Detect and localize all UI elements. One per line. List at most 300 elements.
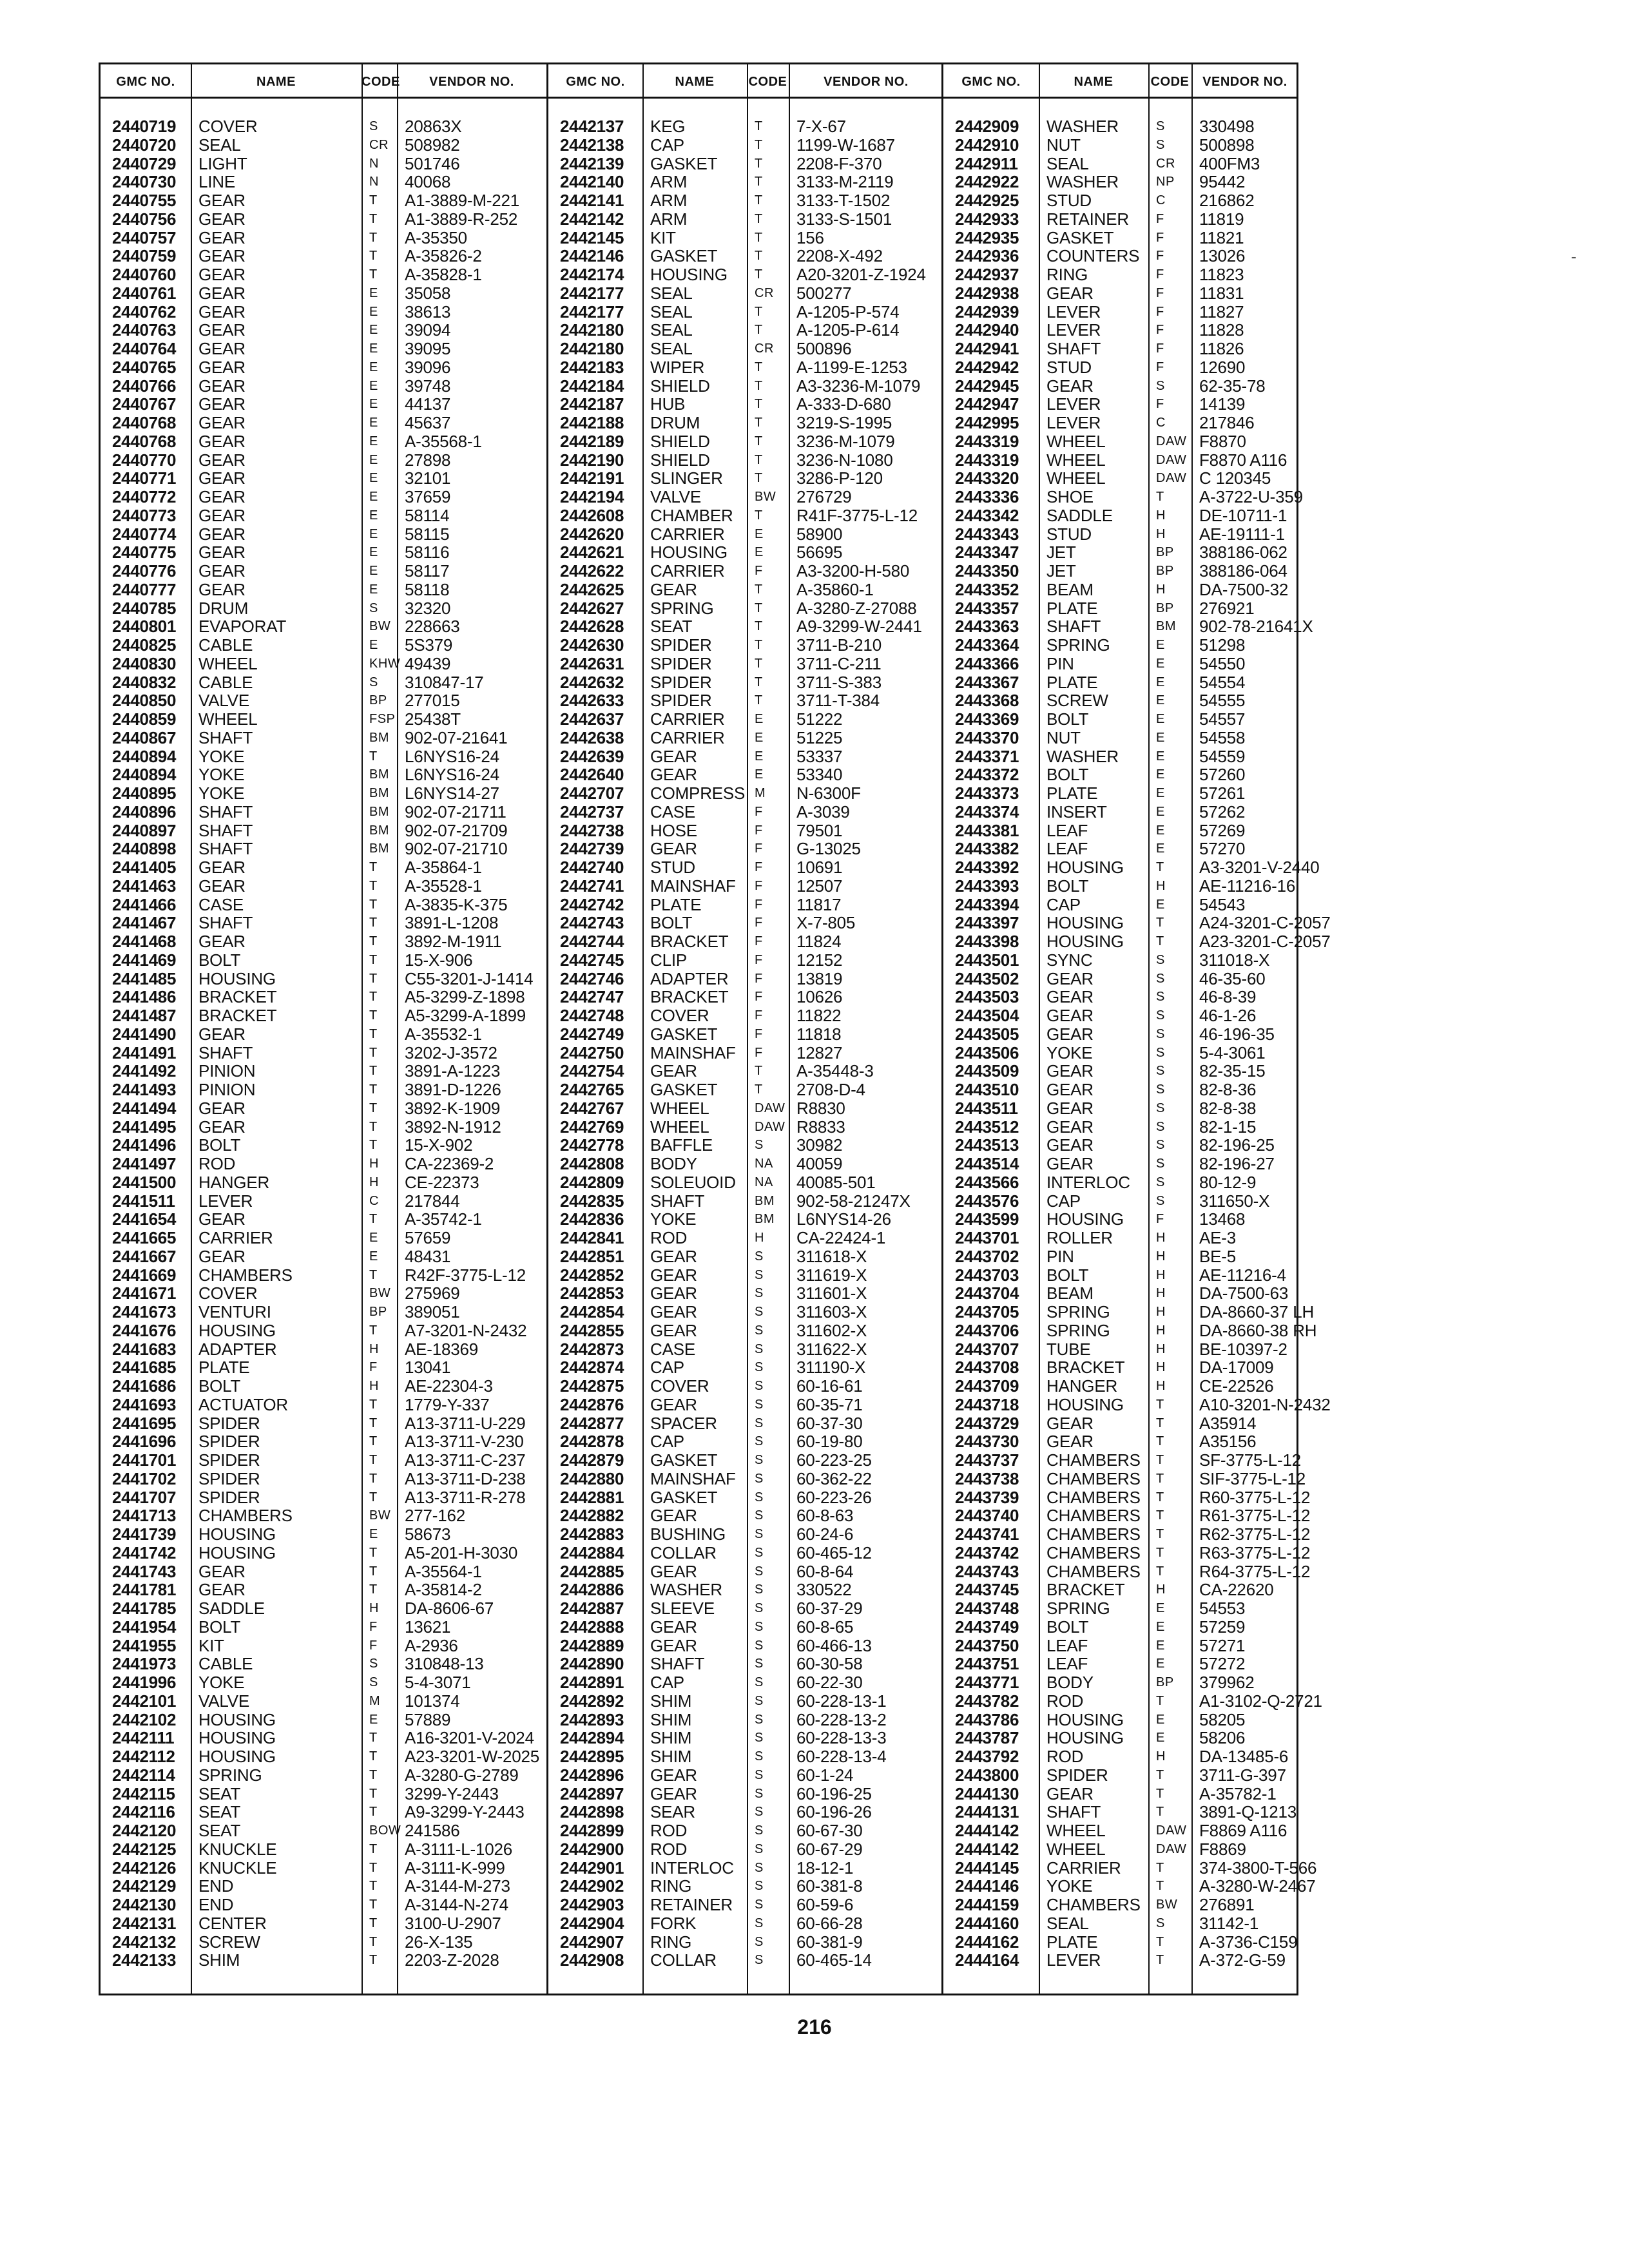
cell-vendor: N-6300F (796, 783, 861, 803)
table-row (943, 1302, 1315, 1321)
cell-vendor: 18-12-1 (796, 1858, 854, 1878)
cell-gmc: 2440720 (112, 135, 177, 155)
cell-name: YOKE (1046, 1876, 1093, 1896)
cell-vendor: 13468 (1199, 1209, 1246, 1229)
cell-code: S (755, 1601, 764, 1615)
cell-name: LEVER (1046, 1950, 1101, 1970)
cell-gmc: 2440894 (112, 765, 177, 785)
cell-gmc: 2442140 (560, 172, 624, 192)
cell-name: SPACER (650, 1413, 717, 1433)
cell-code: NP (1156, 175, 1175, 189)
cell-vendor: 32101 (405, 468, 451, 488)
table-row (943, 691, 1296, 710)
cell-code: T (1156, 1508, 1164, 1523)
cell-name: BOLT (650, 913, 693, 933)
cell-gmc: 2442894 (560, 1728, 624, 1748)
cell-vendor: 11826 (1199, 339, 1244, 358)
cell-code: E (1156, 730, 1165, 745)
cell-vendor: A10-3201-N-2432 (1199, 1394, 1331, 1414)
cell-name: STUD (1046, 357, 1092, 377)
table-row (101, 1525, 546, 1544)
cell-vendor: 7-X-67 (796, 117, 846, 136)
cell-name: SEAL (650, 302, 693, 322)
cell-code: E (1156, 656, 1165, 671)
cell-vendor: 26-X-135 (405, 1932, 473, 1952)
cell-gmc: 2442896 (560, 1765, 624, 1785)
cell-gmc: 2441973 (112, 1654, 177, 1674)
cell-vendor: 53340 (796, 765, 843, 785)
cell-vendor: A35156 (1199, 1432, 1257, 1452)
table-row (548, 1396, 941, 1414)
table-row (101, 1544, 546, 1562)
cell-name: SPIDER (650, 653, 712, 673)
table-row (943, 747, 1296, 766)
cell-code: BW (369, 1286, 391, 1301)
cell-vendor: A13-3711-D-238 (405, 1468, 526, 1488)
cell-code: BM (369, 786, 389, 800)
table-row (101, 265, 546, 284)
cell-vendor: A-3144-M-273 (405, 1876, 510, 1896)
cell-code: F (755, 823, 763, 838)
cell-name: GEAR (198, 561, 246, 581)
cell-vendor: A23-3201-W-2025 (405, 1747, 539, 1766)
cell-name: HANGER (1046, 1376, 1118, 1396)
cell-name: STUD (1046, 524, 1092, 544)
cell-code: E (369, 378, 378, 393)
cell-gmc: 2440867 (112, 727, 177, 747)
cell-gmc: 2441673 (112, 1302, 177, 1321)
cell-name: SEAL (650, 339, 693, 358)
cell-gmc: 2443501 (955, 950, 1019, 970)
cell-gmc: 2442112 (112, 1747, 175, 1766)
cell-gmc: 2440776 (112, 561, 177, 581)
cell-name: ARM (650, 191, 688, 210)
table-row (548, 488, 941, 506)
cell-vendor: 5-4-3061 (1199, 1043, 1266, 1062)
cell-vendor: 60-228-13-3 (796, 1728, 887, 1748)
table-row (548, 1637, 941, 1655)
cell-gmc: 2441696 (112, 1432, 177, 1452)
cell-name: GEAR (198, 1561, 246, 1581)
table-row (548, 1544, 941, 1562)
cell-vendor: A-3039 (796, 802, 850, 822)
cell-vendor: 54554 (1199, 672, 1246, 692)
cell-code: S (1156, 952, 1165, 967)
cell-vendor: A-372-G-59 (1199, 1950, 1286, 1970)
header-code: CODE (361, 75, 400, 89)
cell-name: MAINSHAF (650, 1043, 736, 1062)
cell-gmc: 2443748 (955, 1599, 1019, 1618)
table-row (943, 136, 1296, 155)
cell-gmc: 2442878 (560, 1432, 624, 1452)
cell-vendor: 3299-Y-2443 (405, 1783, 499, 1803)
cell-gmc: 2442139 (560, 153, 624, 173)
cell-code: T (1156, 1416, 1164, 1430)
cell-gmc: 2442875 (560, 1376, 624, 1396)
cell-vendor: 39096 (405, 357, 451, 377)
table-row (943, 729, 1296, 747)
cell-name: SEAL (1046, 1913, 1089, 1933)
cell-code: T (1156, 860, 1164, 874)
cell-vendor: A13-3711-U-229 (405, 1413, 526, 1433)
cell-code: E (369, 1231, 378, 1245)
cell-vendor: 10626 (796, 987, 843, 1007)
cell-name: BRACKET (1046, 1580, 1125, 1600)
table-row (943, 1747, 1296, 1766)
cell-name: HOUSING (198, 968, 276, 988)
cell-gmc: 2443394 (955, 894, 1019, 914)
cell-code: S (755, 1545, 764, 1560)
cell-vendor: 60-465-14 (796, 1950, 872, 1970)
cell-code: BP (1156, 1675, 1174, 1689)
cell-name: LIGHT (198, 153, 247, 173)
cell-name: GEAR (198, 265, 246, 284)
cell-gmc: 2443336 (955, 487, 1019, 506)
header-name: NAME (675, 75, 715, 89)
cell-name: GASKET (650, 1024, 718, 1044)
cell-name: RING (650, 1876, 692, 1896)
cell-code: T (755, 638, 763, 652)
cell-code: T (755, 323, 763, 338)
cell-gmc: 2442180 (560, 339, 624, 358)
cell-vendor: 60-223-26 (796, 1487, 872, 1507)
cell-name: GEAR (650, 1783, 697, 1803)
cell-gmc: 2443397 (955, 913, 1019, 933)
table-row (101, 1562, 546, 1581)
table-row (101, 1655, 546, 1673)
cell-gmc: 2440894 (112, 746, 177, 766)
cell-vendor: 27898 (405, 450, 451, 470)
cell-vendor: 11818 (796, 1024, 842, 1044)
table-row (548, 358, 941, 377)
cell-vendor: DA-8660-37 LH (1199, 1302, 1315, 1321)
cell-name: PLATE (650, 894, 702, 914)
cell-vendor: DE-10711-1 (1199, 505, 1287, 525)
cell-gmc: 2442101 (112, 1691, 177, 1711)
cell-code: S (755, 1749, 764, 1763)
cell-gmc: 2440772 (112, 487, 177, 506)
cell-gmc: 2443506 (955, 1043, 1019, 1062)
cell-vendor: 60-16-61 (796, 1376, 863, 1396)
cell-gmc: 2441781 (112, 1580, 177, 1600)
cell-vendor: 58673 (405, 1524, 451, 1544)
cell-name: GEAR (1046, 1006, 1094, 1025)
cell-name: SCREW (1046, 691, 1108, 711)
cell-gmc: 2443352 (955, 579, 1019, 599)
cell-code: S (1156, 119, 1165, 133)
cell-gmc: 2443371 (955, 746, 1019, 766)
cell-vendor: BE-5 (1199, 1246, 1237, 1266)
cell-vendor: A7-3201-N-2432 (405, 1320, 527, 1340)
cell-name: ROD (1046, 1691, 1084, 1711)
table-row (101, 284, 546, 303)
table-row (101, 1192, 546, 1211)
cell-name: GEAR (198, 320, 246, 340)
table-row (101, 1266, 546, 1285)
cell-name: LEVER (1046, 394, 1101, 414)
cell-code: E (1156, 823, 1165, 838)
table-row (943, 1394, 1331, 1414)
cell-vendor: CE-22373 (405, 1172, 479, 1192)
cell-gmc: 2441713 (112, 1506, 177, 1526)
cell-name: HOUSING (198, 1747, 276, 1766)
cell-name: BOLT (1046, 876, 1089, 896)
cell-vendor: 3133-T-1502 (796, 191, 891, 210)
cell-code: T (369, 878, 378, 893)
cell-gmc: 2443511 (955, 1098, 1018, 1118)
cell-name: GEAR (650, 1283, 697, 1303)
cell-name: YOKE (198, 783, 245, 803)
cell-code: F (1156, 323, 1164, 338)
cell-gmc: 2442876 (560, 1394, 624, 1414)
table-row (943, 877, 1296, 896)
cell-name: WHEEL (650, 1117, 709, 1137)
table-row (943, 395, 1296, 414)
cell-vendor: A3-3236-M-1079 (796, 376, 921, 396)
cell-vendor: 3202-J-3572 (405, 1043, 497, 1062)
table-row (548, 1155, 941, 1173)
cell-code: T (1156, 1471, 1164, 1486)
cell-code: T (1156, 1545, 1164, 1560)
cell-gmc: 2441486 (112, 987, 177, 1007)
cell-vendor: 3891-L-1208 (405, 913, 499, 933)
cell-code: S (755, 1731, 764, 1745)
cell-name: NUT (1046, 727, 1081, 747)
cell-code: E (369, 1527, 378, 1541)
cell-vendor: 500896 (796, 339, 852, 358)
cell-name: HOUSING (1046, 913, 1124, 933)
cell-vendor: 60-22-30 (796, 1673, 863, 1692)
cell-vendor: 80-12-9 (1199, 1172, 1257, 1192)
cell-gmc: 2443381 (955, 820, 1019, 840)
cell-gmc: 2442851 (560, 1246, 624, 1266)
cell-code: E (369, 397, 378, 412)
cell-gmc: 2442138 (560, 135, 624, 155)
cell-name: YOKE (198, 765, 245, 785)
cell-code: S (1156, 1916, 1165, 1930)
cell-gmc: 2442925 (955, 191, 1019, 210)
cell-vendor: 276729 (796, 487, 852, 506)
cell-name: SPRING (650, 598, 714, 618)
cell-vendor: 389051 (405, 1302, 460, 1321)
table-row (943, 1468, 1306, 1488)
cell-vendor: AE-19111-1 (1199, 524, 1285, 544)
cell-vendor: A13-3711-C-237 (405, 1450, 526, 1470)
cell-name: WHEEL (1046, 450, 1106, 470)
cell-vendor: A-1205-P-614 (796, 320, 900, 340)
table-row (548, 1506, 941, 1525)
cell-gmc: 2441496 (112, 1135, 177, 1155)
table-row (548, 562, 941, 581)
cell-code: DAW (1156, 434, 1187, 448)
cell-gmc: 2442632 (560, 672, 624, 692)
cell-name: ROD (198, 1154, 236, 1173)
table-row (548, 1673, 941, 1692)
cell-vendor: 500277 (796, 283, 852, 303)
cell-gmc: 2440859 (112, 709, 177, 729)
cell-code: T (369, 1898, 378, 1912)
cell-name: RETAINER (1046, 209, 1129, 229)
cell-vendor: 311603-X (796, 1302, 867, 1321)
cell-vendor: 902-78-21641X (1199, 617, 1313, 637)
cell-code: T (1156, 1805, 1164, 1820)
cell-name: CENTER (198, 1913, 267, 1933)
cell-code: E (369, 323, 378, 338)
cell-gmc: 2442885 (560, 1561, 624, 1581)
cell-gmc: 2443319 (955, 450, 1019, 470)
cell-code: DAW (1156, 452, 1187, 467)
table-row (943, 377, 1296, 396)
table-row (548, 1340, 941, 1359)
cell-code: E (369, 564, 378, 578)
table-row (548, 822, 941, 840)
table-row (101, 1821, 546, 1840)
cell-gmc: 2441495 (112, 1117, 177, 1137)
table-row (548, 1266, 941, 1285)
table-row (101, 765, 546, 784)
cell-gmc: 2443504 (955, 1006, 1019, 1025)
cell-name: SPRING (1046, 1320, 1110, 1340)
table-row (548, 210, 941, 229)
cell-name: BUSHING (650, 1524, 726, 1544)
table-row (101, 636, 546, 655)
cell-name: VALVE (650, 487, 701, 506)
cell-vendor: 60-1-24 (796, 1765, 854, 1785)
cell-gmc: 2444159 (955, 1895, 1019, 1914)
cell-gmc: 2442633 (560, 691, 624, 711)
cell-vendor: 400FM3 (1199, 153, 1260, 173)
cell-vendor: R60-3775-L-12 (1199, 1487, 1311, 1507)
table-row (943, 1210, 1296, 1229)
cell-gmc: 2444142 (955, 1839, 1019, 1859)
cell-gmc: 2442747 (560, 987, 624, 1007)
cell-vendor: 62-35-78 (1199, 376, 1266, 396)
cell-gmc: 2444130 (955, 1783, 1019, 1803)
cell-gmc: 2442177 (560, 283, 624, 303)
cell-vendor: 10691 (796, 858, 843, 877)
cell-vendor: 49439 (405, 653, 451, 673)
cell-vendor: 37659 (405, 487, 451, 506)
cell-vendor: 228663 (405, 617, 460, 637)
table-row (548, 914, 941, 932)
table-row (943, 636, 1296, 655)
cell-code: T (369, 1564, 378, 1579)
cell-code: DAW (755, 1100, 786, 1115)
cell-code: BW (369, 619, 391, 634)
cell-vendor: 11817 (796, 894, 842, 914)
cell-name: CABLE (198, 635, 253, 655)
cell-gmc: 2442608 (560, 505, 624, 525)
cell-vendor: 11824 (796, 932, 842, 951)
cell-code: F (1156, 360, 1164, 374)
cell-gmc: 2441466 (112, 894, 177, 914)
table-row (943, 913, 1331, 933)
table-row (548, 1229, 941, 1247)
cell-name: GEAR (198, 932, 246, 951)
cell-name: CARRIER (650, 727, 725, 747)
cell-code: H (1156, 1582, 1166, 1597)
cell-vendor: A-3111-L-1026 (405, 1839, 512, 1859)
cell-vendor: A1-3889-R-252 (405, 209, 518, 229)
cell-code: H (1156, 1305, 1166, 1319)
cell-vendor: 46-35-60 (1199, 968, 1266, 988)
cell-code: S (755, 1379, 764, 1393)
cell-name: CHAMBERS (198, 1506, 293, 1526)
cell-vendor: L6NYS16-24 (405, 746, 499, 766)
cell-gmc: 2442778 (560, 1135, 624, 1155)
cell-name: BOLT (1046, 765, 1089, 785)
table-row (548, 1859, 941, 1878)
table-row (548, 765, 941, 784)
table-row (943, 247, 1296, 265)
cell-vendor: 44137 (405, 394, 451, 414)
cell-code: T (369, 916, 378, 930)
cell-code: E (1156, 1712, 1165, 1727)
cell-code: T (1156, 1860, 1164, 1875)
cell-vendor: 60-30-58 (796, 1654, 863, 1674)
cell-code: C (369, 1193, 379, 1208)
cell-name: PLATE (198, 1358, 250, 1378)
table-row (943, 229, 1296, 247)
table-row (101, 1303, 546, 1321)
cell-vendor: 56695 (796, 543, 843, 562)
cell-gmc: 2442769 (560, 1117, 624, 1137)
cell-gmc: 2441667 (112, 1246, 177, 1266)
header-gmc: GMC NO. (116, 75, 175, 89)
cell-vendor: 54558 (1199, 727, 1246, 747)
cell-vendor: 57269 (1199, 820, 1246, 840)
cell-vendor: 501746 (405, 153, 460, 173)
table-row (101, 858, 546, 877)
cell-name: CARRIER (1046, 1858, 1121, 1878)
cell-code: S (1156, 1100, 1165, 1115)
cell-code: CR (1156, 156, 1175, 171)
cell-name: GEAR (198, 227, 246, 247)
cell-vendor: 58117 (405, 561, 450, 581)
table-body (101, 117, 546, 1970)
table-row (101, 1803, 546, 1821)
cell-vendor: 2208-X-492 (796, 246, 883, 266)
cell-code: E (1156, 638, 1165, 652)
cell-vendor: CA-22620 (1199, 1580, 1274, 1600)
table-row (943, 655, 1296, 673)
cell-gmc: 2442754 (560, 1061, 624, 1081)
cell-code: T (369, 249, 378, 264)
table-row (101, 1914, 546, 1933)
cell-code: S (755, 1397, 764, 1412)
cell-name: BODY (1046, 1673, 1094, 1692)
cell-code: H (1156, 1749, 1166, 1763)
cell-name: GEAR (1046, 1117, 1094, 1137)
cell-gmc: 2442893 (560, 1709, 624, 1729)
cell-vendor: 13819 (796, 968, 843, 988)
cell-gmc: 2442877 (560, 1413, 624, 1433)
cell-vendor: A23-3201-C-2057 (1199, 932, 1331, 951)
cell-gmc: 2442911 (955, 153, 1018, 173)
cell-vendor: 32320 (405, 598, 451, 618)
table-row (943, 822, 1296, 840)
cell-name: COVER (650, 1006, 709, 1025)
table-row (101, 1340, 546, 1359)
cell-code: H (369, 1341, 379, 1356)
cell-gmc: 2440825 (112, 635, 177, 655)
cell-gmc: 2440766 (112, 376, 177, 396)
cell-vendor: F8870 (1199, 431, 1246, 451)
cell-name: SHIM (198, 1950, 240, 1970)
cell-gmc: 2442855 (560, 1320, 624, 1340)
cell-code: S (755, 1453, 764, 1467)
cell-vendor: 60-8-63 (796, 1506, 854, 1526)
